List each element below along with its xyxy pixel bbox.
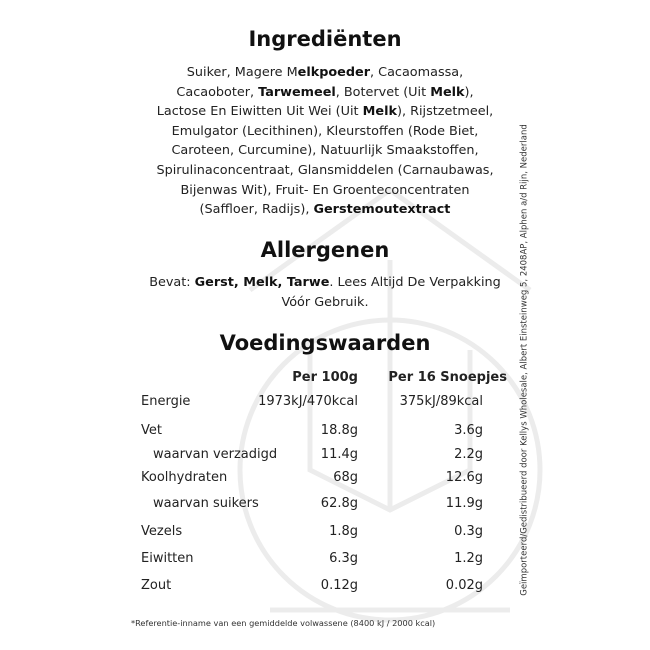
nutrition-row xyxy=(0,524,650,544)
bold-term: Gerst, Melk, Tarwe xyxy=(194,275,330,290)
bold-term: Melk xyxy=(362,104,397,120)
text-segment: . Lees Altijd De Verpakking Vóór Gebruik. xyxy=(281,275,501,310)
allergens-title: Allergenen xyxy=(260,238,390,262)
bold-term: elkpoeder xyxy=(297,65,371,80)
nutrition-row-label: Energie xyxy=(141,394,191,409)
nutrition-title: Voedingswaarden xyxy=(219,331,431,355)
importer-text: Geïmporteerd/Gedistribueerd door Kellys Wholesale, Albert Einsteinweg 5, 2408AP, Alphen a/d Rijn, Nederland xyxy=(519,124,530,596)
nutrition-row xyxy=(0,578,650,598)
nutrition-row-portion: 0.3g xyxy=(454,524,483,539)
nutrition-row xyxy=(0,394,650,414)
bold-term: Gerstemoutextract xyxy=(313,202,451,218)
nutrition-row-label: Zout xyxy=(141,578,172,593)
nutrition-row-per100: 11.4g xyxy=(320,447,358,462)
text-segment: Suiker, Magere M xyxy=(186,65,298,80)
nutrition-col-portion-header: Per 16 Snoepjes xyxy=(388,370,507,385)
nutrition-row-label: Eiwitten xyxy=(141,551,194,566)
nutrition-row-per100: 0.12g xyxy=(320,578,358,593)
text-segment: , Cacaomassa, Cacaoboter, xyxy=(176,65,464,100)
nutrition-row-per100: 1973kJ/470kcal xyxy=(258,394,358,409)
nutrition-row-per100: 18.8g xyxy=(320,423,358,438)
text-segment: Bevat: xyxy=(149,275,195,290)
nutrition-row-label: waarvan suikers xyxy=(153,496,259,511)
footnote: *Referentie-inname van een gemiddelde volwassene (8400 kJ / 2000 kcal) xyxy=(131,618,436,628)
bold-term: Tarwemeel xyxy=(258,84,336,100)
nutrition-header-row xyxy=(0,370,650,390)
nutrition-row-portion: 375kJ/89kcal xyxy=(399,394,483,409)
nutrition-row-per100: 68g xyxy=(333,470,358,485)
nutrition-row-portion: 1.2g xyxy=(454,551,483,566)
ingredients-text xyxy=(150,63,500,220)
importer-info xyxy=(516,80,533,640)
nutrition-row-portion: 11.9g xyxy=(445,496,483,511)
allergens-text xyxy=(140,273,510,312)
nutrition-row xyxy=(0,496,650,516)
text-segment: ), Lactose En Eiwitten Uit Wei (Uit xyxy=(156,84,474,120)
nutrition-row-label: waarvan verzadigd xyxy=(153,447,278,462)
nutrition-row xyxy=(0,470,650,490)
nutrition-row-per100: 6.3g xyxy=(329,551,358,566)
nutrition-row-label: Koolhydraten xyxy=(141,470,228,485)
nutrition-row xyxy=(0,423,650,443)
nutrition-col-per100-header: Per 100g xyxy=(292,370,358,385)
nutrition-row-portion: 2.2g xyxy=(454,447,483,462)
bold-term: Melk xyxy=(430,84,465,100)
nutrition-row xyxy=(0,447,650,467)
nutrition-row-per100: 62.8g xyxy=(320,496,358,511)
nutrition-row-label: Vet xyxy=(141,423,162,438)
nutrition-row-portion: 0.02g xyxy=(445,578,483,593)
nutrition-row-per100: 1.8g xyxy=(329,524,358,539)
ingredients-title: Ingrediënten xyxy=(248,27,402,51)
nutrition-row-label: Vezels xyxy=(141,524,183,539)
text-segment: ), Rijstzetmeel, Emulgator (Lecithinen), Kleurstoffen (Rode Biet, Caroteen, Curcumine), Natuurlijk Smaakstoffen, Spirulinaconcentraat, Glansmiddelen (Carnaubawas, Bijenwas Wit), Fruit- En Groenteconcentraten (Saffloer, Radijs), xyxy=(156,104,494,218)
nutrition-row-portion: 3.6g xyxy=(454,423,483,438)
nutrition-row-portion: 12.6g xyxy=(445,470,483,485)
nutrition-row xyxy=(0,551,650,571)
text-segment: , Botervet (Uit xyxy=(335,84,431,100)
